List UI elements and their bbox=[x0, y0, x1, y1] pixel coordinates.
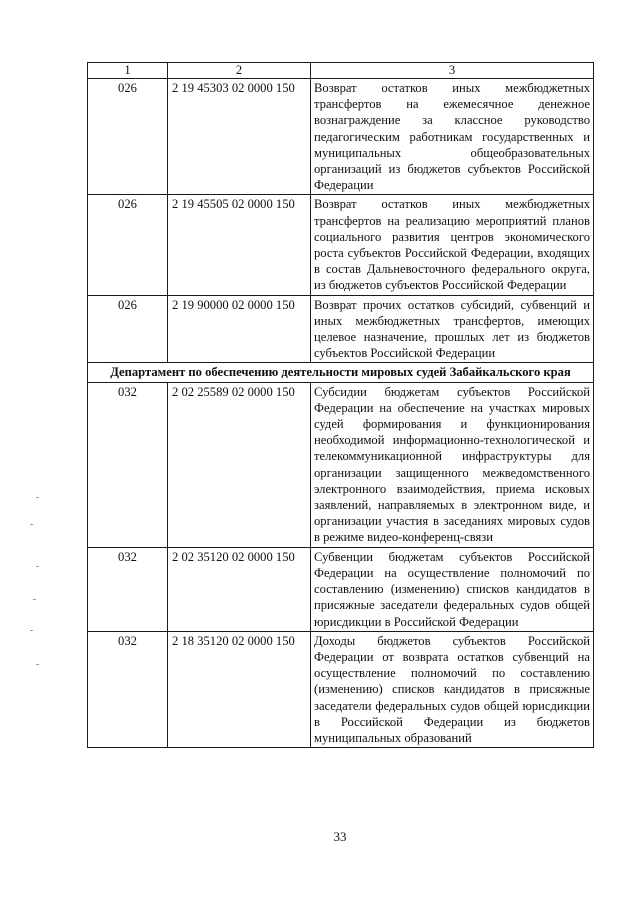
scan-speck bbox=[36, 497, 39, 498]
scan-speck bbox=[30, 630, 33, 631]
table-row bbox=[88, 382, 594, 547]
admin-code-cell: 026 bbox=[88, 79, 168, 195]
description-cell: Возврат остатков иных межбюджетных трансфертов на реализацию мероприятий планов социального развития центров экономического роста субъектов Российской Федерации, входящих в состав Дальневосточного федерального округа, из бюджетов субъектов Российской Федерации bbox=[311, 195, 594, 295]
scan-speck bbox=[30, 524, 33, 525]
budget-code-cell: 2 18 35120 02 0000 150 bbox=[168, 631, 311, 747]
admin-code-cell: 026 bbox=[88, 295, 168, 363]
table-row bbox=[88, 295, 594, 363]
description-cell: Возврат остатков иных межбюджетных трансфертов на ежемесячное денежное вознаграждение за классное руководство педагогическим работникам государственных и муниципальных общеобразовательных организаций из бюджетов субъектов Российской Федерации bbox=[311, 79, 594, 195]
column-number-1: 1 bbox=[88, 63, 168, 79]
description-cell: Доходы бюджетов субъектов Российской Федерации от возврата остатков субвенций на осуществление полномочий по составлению (изменению) списков кандидатов в присяжные заседатели федеральных судов общей юрисдикции в Российской Федерации из бюджетов муниципальных образований bbox=[311, 631, 594, 747]
admin-code-cell: 032 bbox=[88, 382, 168, 547]
table-row bbox=[88, 631, 594, 747]
scan-speck bbox=[36, 566, 39, 567]
description-cell: Субвенции бюджетам субъектов Российской Федерации на осуществление полномочий по составлению (изменению) списков кандидатов в присяжные заседатели федеральных судов общей юрисдикции в Российской Федерации bbox=[311, 547, 594, 631]
table-row bbox=[88, 195, 594, 295]
admin-code-cell: 026 bbox=[88, 195, 168, 295]
description-cell: Возврат прочих остатков субсидий, субвенций и иных межбюджетных трансфертов, имеющих целевое назначение, прошлых лет из бюджетов субъектов Российской Федерации bbox=[311, 295, 594, 363]
column-number-2: 2 bbox=[168, 63, 311, 79]
admin-code-cell: 032 bbox=[88, 631, 168, 747]
budget-code-cell: 2 02 25589 02 0000 150 bbox=[168, 382, 311, 547]
budget-code-cell: 2 19 90000 02 0000 150 bbox=[168, 295, 311, 363]
page-number: 33 bbox=[333, 829, 347, 844]
scan-speck bbox=[36, 664, 39, 665]
budget-codes-table bbox=[87, 62, 594, 748]
section-heading-row bbox=[88, 363, 594, 382]
scan-speck bbox=[33, 599, 36, 600]
admin-code-cell: 032 bbox=[88, 547, 168, 631]
table-row bbox=[88, 79, 594, 195]
description-cell: Субсидии бюджетам субъектов Российской Федерации на обеспечение на участках мировых судей формирования и функционирования необходимой информационно-технологической и телекоммуникационной инфраструктуры для организации защищенного межведомственного электронного взаимодействия, приема исковых заявлений, направляемых в электронном виде, и организации участия в заседаниях мировых судов в режиме видео-конференц-связи bbox=[311, 382, 594, 547]
section-title: Департамент по обеспечению деятельности мировых судей Забайкальского края bbox=[88, 363, 594, 382]
budget-code-cell: 2 02 35120 02 0000 150 bbox=[168, 547, 311, 631]
budget-code-cell: 2 19 45303 02 0000 150 bbox=[168, 79, 311, 195]
table-header-row bbox=[88, 63, 594, 79]
column-number-3: 3 bbox=[311, 63, 594, 79]
table-row bbox=[88, 547, 594, 631]
budget-code-cell: 2 19 45505 02 0000 150 bbox=[168, 195, 311, 295]
